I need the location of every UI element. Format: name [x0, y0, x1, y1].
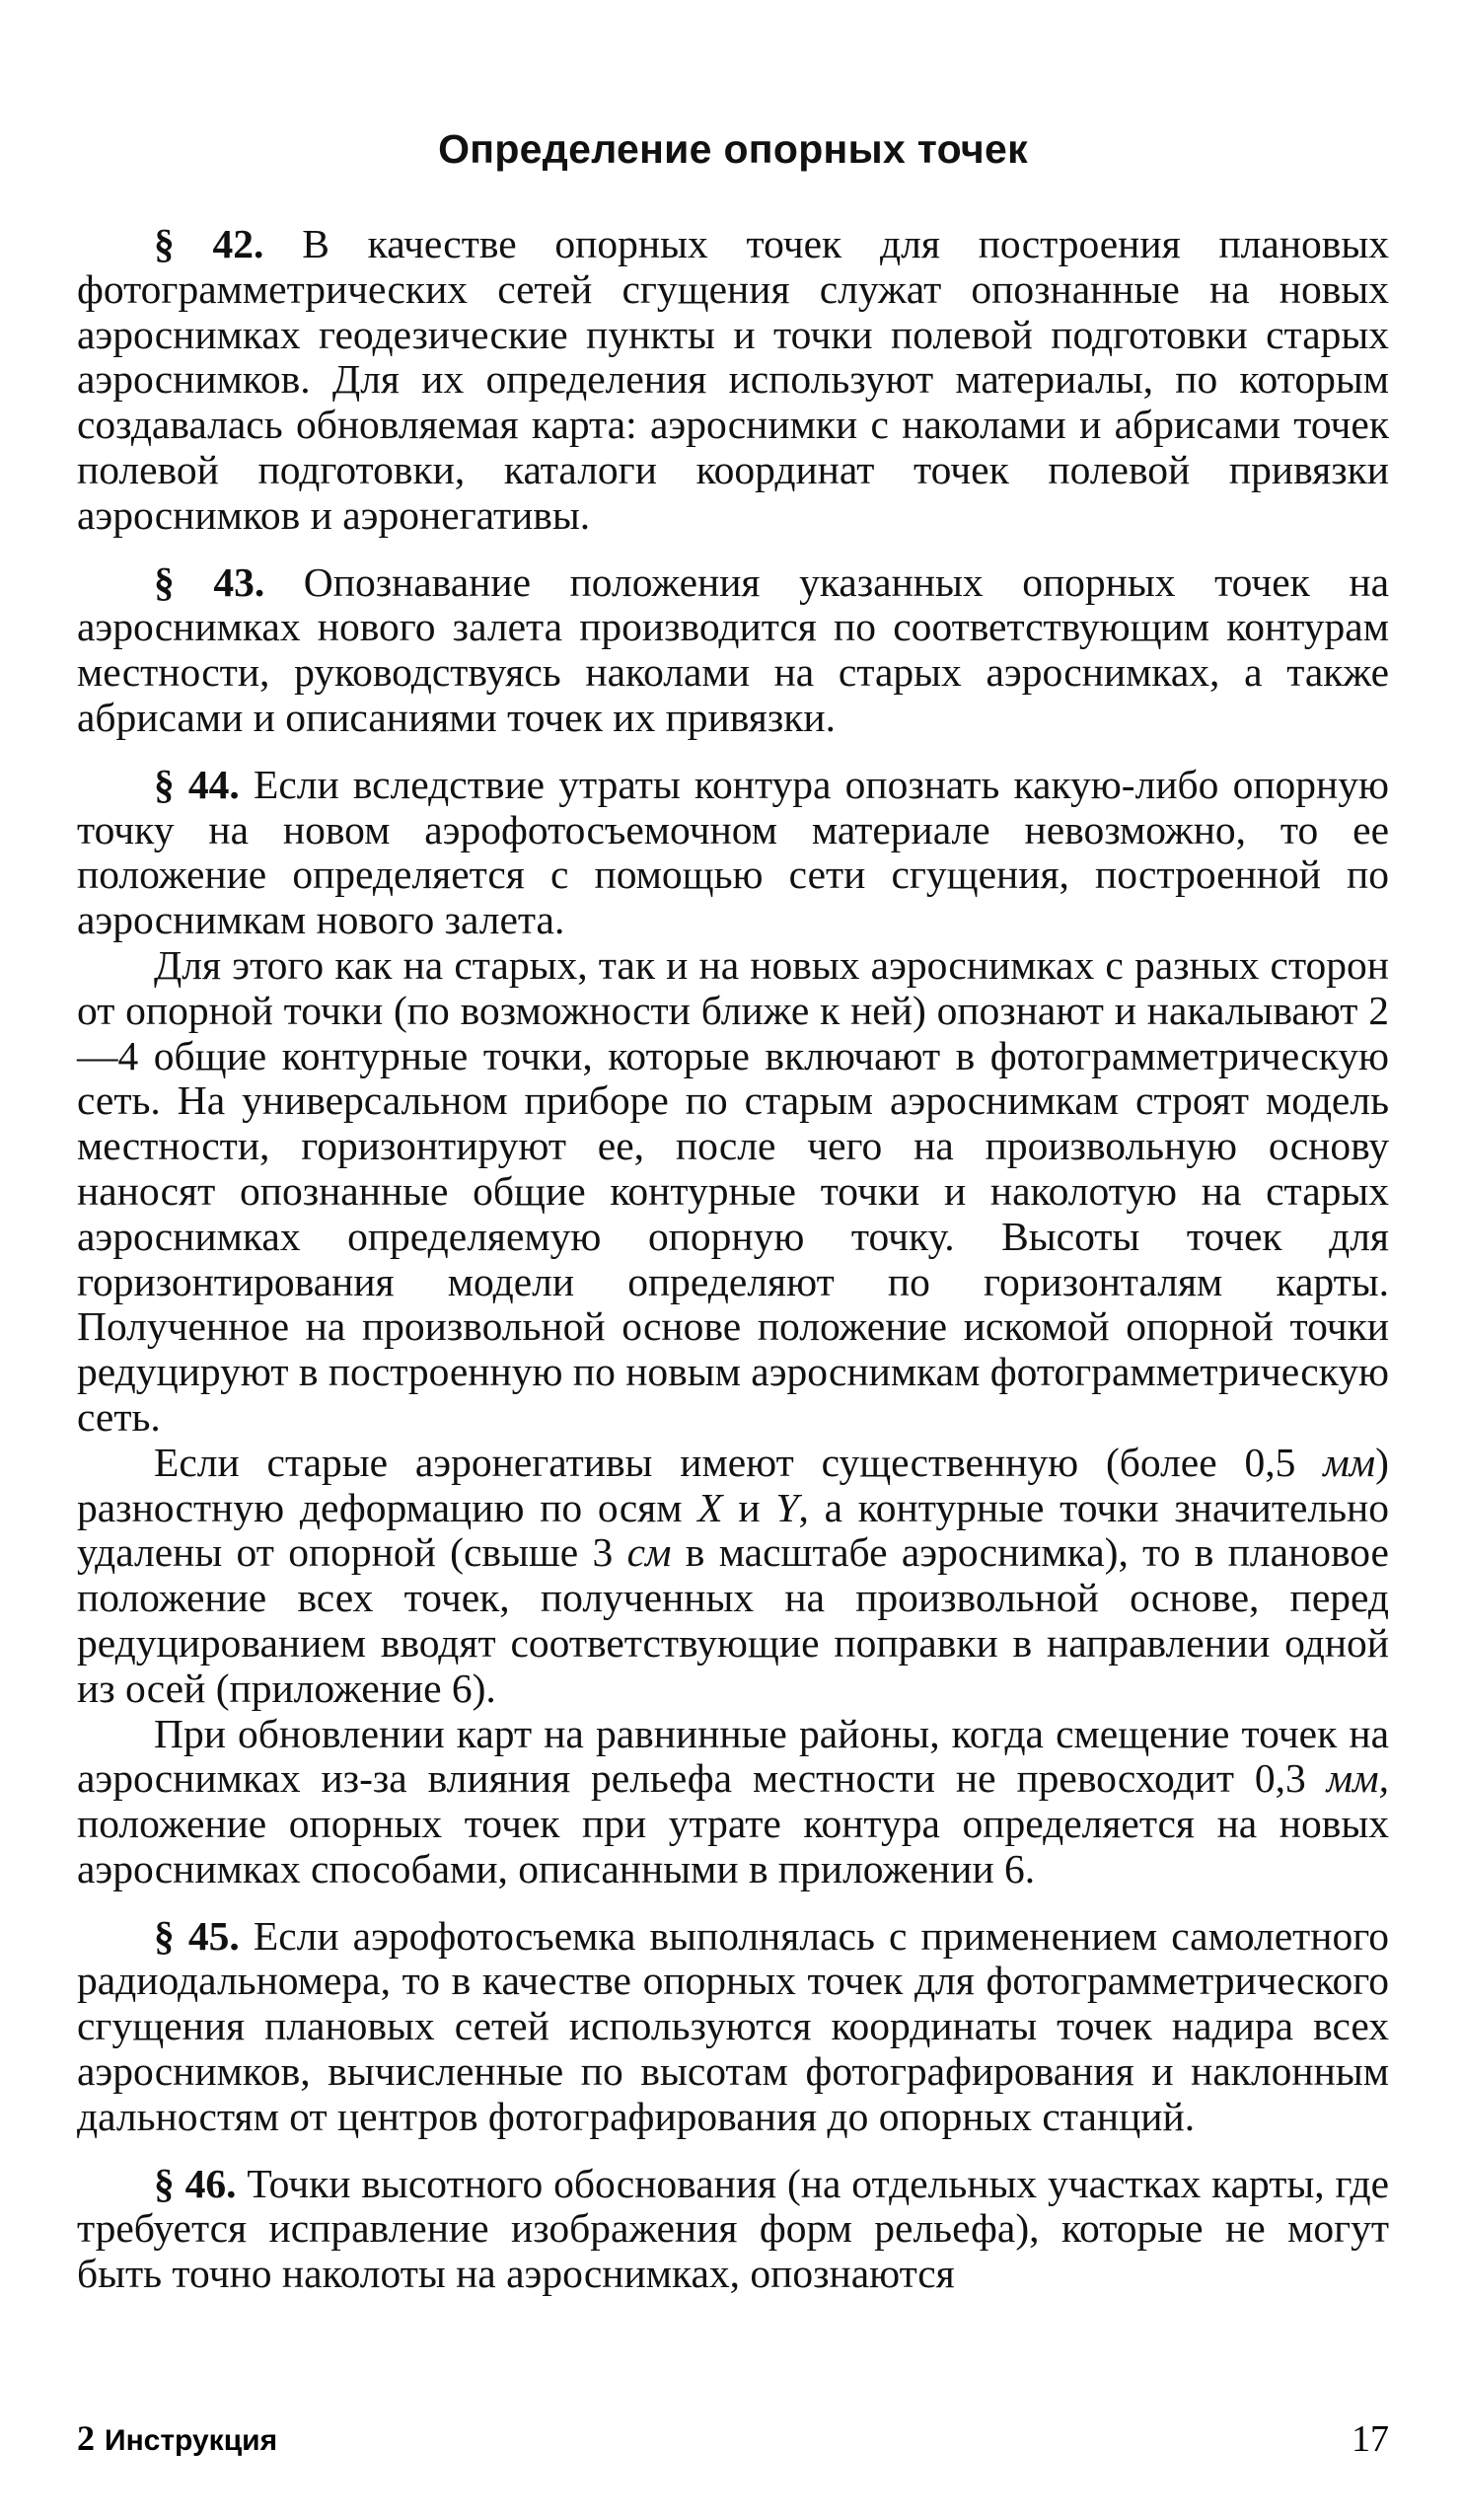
paragraph-44-method: Для этого как на старых, так и на новых аэроснимках с разных сторон от опорной точки (по возможности ближе к ней) опознают и накалывают 2—4 общие контурные точки, которые включают в фотограмметрическую сеть. На универсальном приборе по старым аэроснимкам строят модель местности, горизонтируют ее, после чего на произвольную основу наносят опознанные общие контурные точки и наколотую на старых аэроснимках определяемую опорную точку. Высоты точек для горизонтирования модели определяют по горизонталям карты. Полученное на произвольной основе положение искомой опорной точки редуцируют в построенную по новым аэроснимкам фотограмметрическую сеть. — [77, 941, 1389, 1440]
section-number-44: § 44. — [154, 761, 240, 807]
axis-y: Y — [775, 1484, 799, 1530]
paragraph-44-plains — [77, 1712, 1389, 1892]
signature-number: 2 — [77, 2418, 95, 2458]
text-run: Если старые аэронегативы имеют существенную (более 0,5 — [154, 1439, 1324, 1485]
text-run: При обновлении карт на равнинные районы, когда смещение точек на аэроснимках из-за влияния рельефа местности не превосходит 0,3 — [77, 1710, 1389, 1802]
section-number-43: § 43. — [154, 558, 265, 605]
paragraph-45 — [77, 1914, 1389, 2140]
text-run: , а контурные точки значительно удалены от опорной (свыше 3 — [77, 1484, 1389, 1576]
unit-mm: мм, — [1326, 1755, 1389, 1802]
section-number-46: § 46. — [154, 2160, 237, 2206]
paragraph-45-text: Если аэрофотосъемка выполнялась с применением самолетного радиодальномера, то в качестве опорных точек для фотограмметрического сгущения плановых сетей используются координаты точек надира всех аэроснимков, вычисленные по высотам фотографирования и наклонным дальностям от центров фотографирования до опорных станций. — [77, 1912, 1389, 2139]
paragraph-43 — [77, 560, 1389, 741]
text-run: в масштабе аэроснимка), то в плановое положение всех точек, полученных на произвольной основе, перед редуцированием вводят соответствующие поправки в направлении одной из осей (приложение 6). — [77, 1529, 1389, 1711]
signature-label: Инструкция — [105, 2424, 278, 2457]
signature-mark — [77, 2417, 277, 2459]
paragraph-43-text: Опознавание положения указанных опорных точек на аэроснимках нового залета производится по соответствующим контурам местности, руководствуясь наколами на старых аэроснимках, а также абрисами и описаниями точек их привязки. — [77, 558, 1389, 740]
text-run: ) разностную деформацию по осям — [77, 1439, 1389, 1530]
section-number-42: § 42. — [154, 221, 264, 266]
section-number-45: § 45. — [154, 1912, 240, 1959]
paragraph-42-text: В качестве опорных точек для построения плановых фотограмметрических сетей сгущения служат опознанные на новых аэроснимках геодезические пункты и точки полевой подготовки старых аэроснимков. Для их определения используют материалы, по которым создавалась обновляемая карта: аэроснимки с наколами и абрисами точек полевой подготовки, каталоги координат точек полевой привязки аэроснимков и аэронегативы. — [77, 221, 1389, 538]
paragraph-44-text: Если вследствие утраты контура опознать какую-либо опорную точку на новом аэрофотосъемочном материале невозможно, то ее положение определяется с помощью сети сгущения, построенной по аэроснимкам нового залета. — [77, 761, 1389, 943]
paragraph-44-deformation — [77, 1441, 1389, 1712]
axis-x: X — [697, 1484, 723, 1530]
paragraph-42 — [77, 222, 1389, 539]
page-footer — [77, 2417, 1389, 2467]
paragraph-46 — [77, 2162, 1389, 2297]
unit-mm: мм — [1323, 1439, 1376, 1485]
page-title: Определение опорных точек — [438, 126, 1028, 172]
text-run: положение опорных точек при утрате контура определяется на новых аэроснимках способами, описанными в приложении 6. — [77, 1801, 1389, 1891]
paragraph-46-text: Точки высотного обоснования (на отдельных участках карты, где требуется исправление изображения форм рельефа), которые не могут быть точно наколоты на аэроснимках, опознаются — [77, 2160, 1389, 2297]
text-run: и — [722, 1484, 776, 1530]
page-number: 17 — [1352, 2418, 1389, 2460]
page-content — [77, 126, 1389, 2297]
paragraph-44 — [77, 763, 1389, 943]
unit-cm: см — [626, 1529, 672, 1576]
